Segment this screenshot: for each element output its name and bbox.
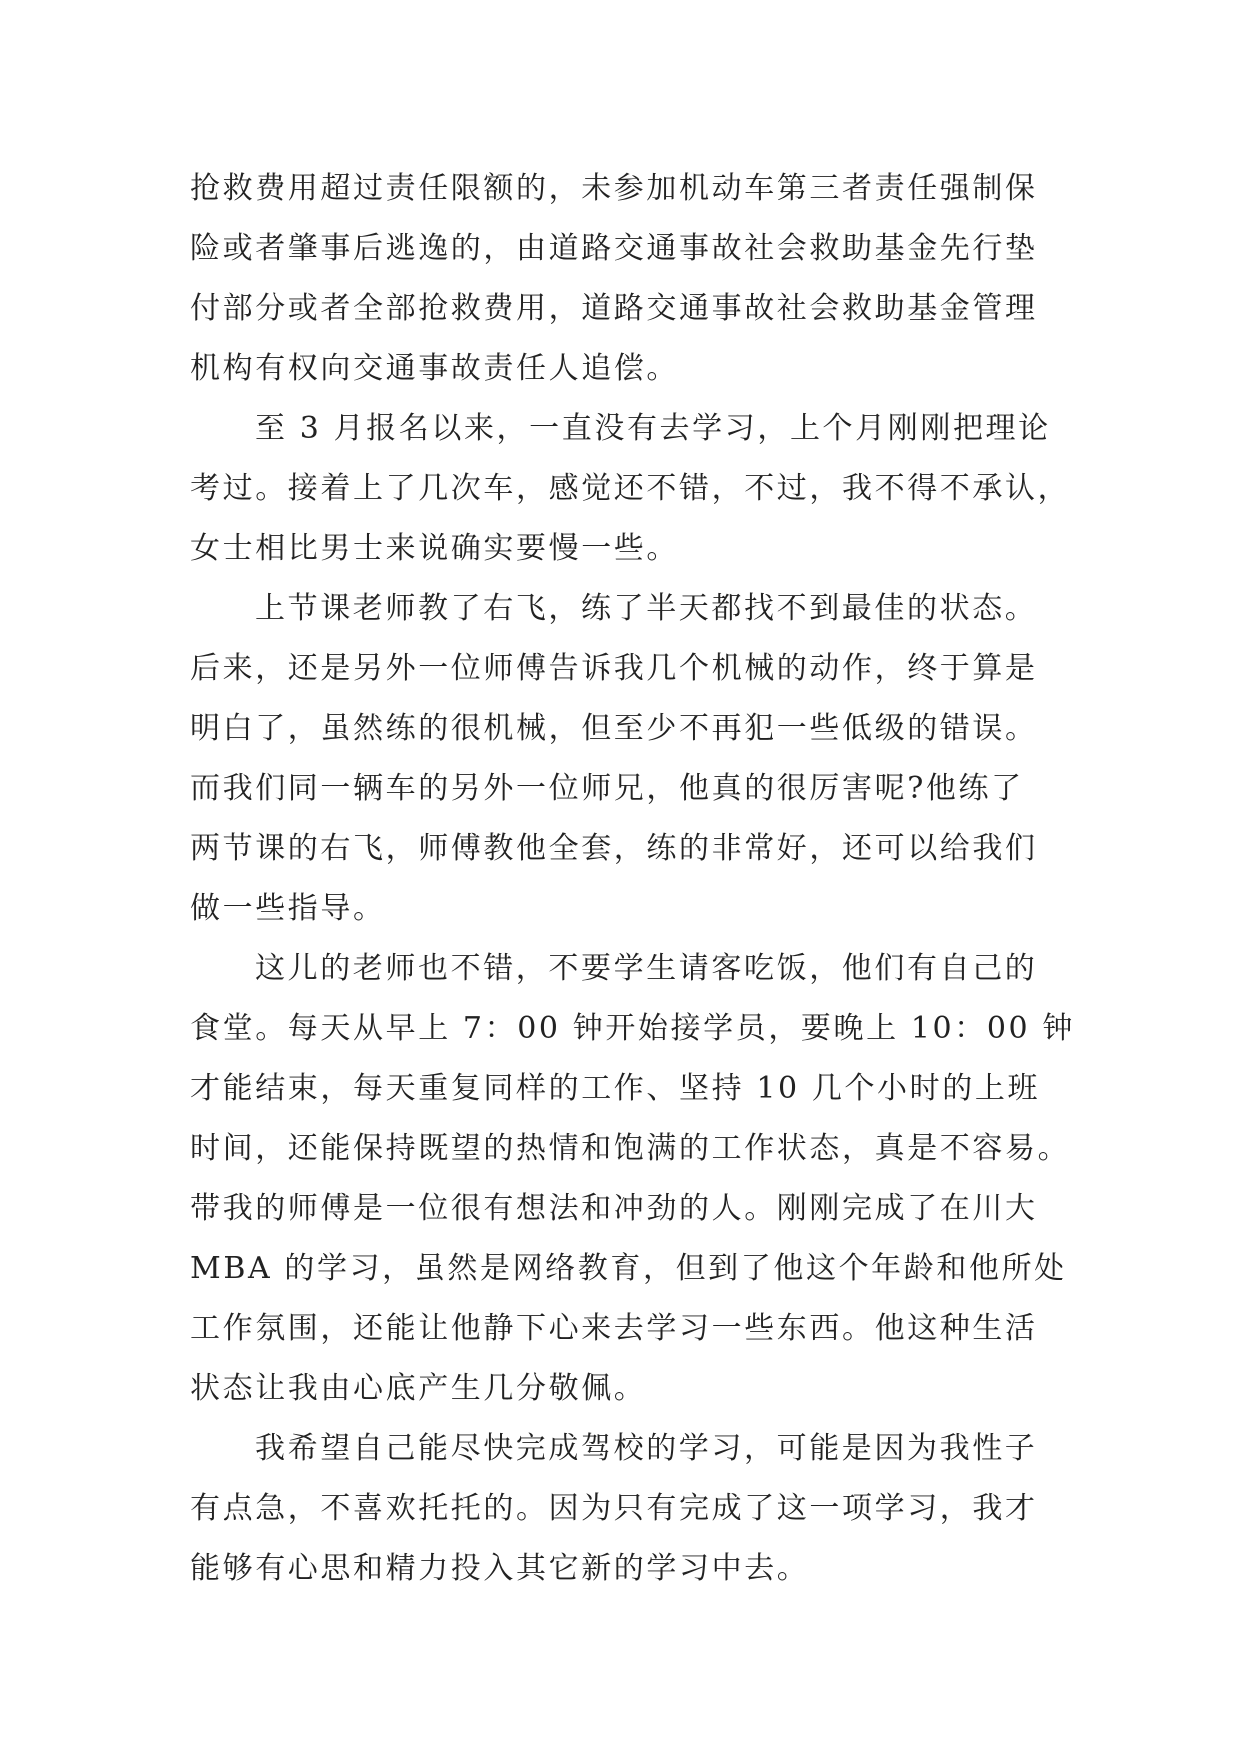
text-line: 状态让我由心底产生几分敬佩。: [190, 1371, 647, 1406]
text-line: 明白了，虽然练的很机械，但至少不再犯一些低级的错误。: [190, 711, 1038, 746]
text-line: 考过。接着上了几次车，感觉还不错，不过，我不得不承认，: [190, 471, 1071, 506]
text-line: 有点急，不喜欢托托的。因为只有完成了这一项学习，我才: [190, 1491, 1038, 1526]
text-line: 至 3 月报名以来，一直没有去学习，上个月刚刚把理论: [255, 411, 1051, 446]
text-line: 工作氛围，还能让他静下心来去学习一些东西。他这种生活: [190, 1311, 1038, 1346]
text-line: 食堂。每天从早上 7：00 钟开始接学员，要晚上 10：00 钟: [190, 1011, 1075, 1046]
text-line: 我希望自己能尽快完成驾校的学习，可能是因为我性子: [255, 1431, 1038, 1466]
document-body: [190, 159, 1075, 1599]
text-line: 抢救费用超过责任限额的，未参加机动车第三者责任强制保: [190, 171, 1038, 206]
text-line: 这儿的老师也不错，不要学生请客吃饭，他们有自己的: [255, 951, 1038, 986]
paragraph-5: [190, 1419, 1070, 1599]
text-line: 机构有权向交通事故责任人追偿。: [190, 351, 679, 386]
text-line: 两节课的右飞，师傅教他全套，练的非常好，还可以给我们: [190, 831, 1038, 866]
text-line: 上节课老师教了右飞，练了半天都找不到最佳的状态。: [255, 591, 1038, 626]
text-line: 险或者肇事后逃逸的，由道路交通事故社会救助基金先行垫: [190, 231, 1038, 266]
text-line: 付部分或者全部抢救费用，道路交通事故社会救助基金管理: [190, 291, 1038, 326]
text-line: 做一些指导。: [190, 891, 386, 926]
text-line: MBA 的学习，虽然是网络教育，但到了他这个年龄和他所处: [190, 1251, 1067, 1286]
paragraph-4: [190, 939, 1075, 1419]
text-line: 带我的师傅是一位很有想法和冲劲的人。刚刚完成了在川大: [190, 1191, 1038, 1226]
paragraph-3: [190, 579, 1070, 939]
text-line: 才能结束，每天重复同样的工作、坚持 10 几个小时的上班: [190, 1071, 1041, 1106]
paragraph-2: [190, 399, 1070, 579]
text-line: 时间，还能保持既望的热情和饱满的工作状态，真是不容易。: [190, 1131, 1071, 1166]
text-line: 能够有心思和精力投入其它新的学习中去。: [190, 1551, 810, 1586]
text-line: 而我们同一辆车的另外一位师兄，他真的很厉害呢?他练了: [190, 771, 1024, 806]
text-line: 女士相比男士来说确实要慢一些。: [190, 531, 679, 566]
text-line: 后来，还是另外一位师傅告诉我几个机械的动作，终于算是: [190, 651, 1038, 686]
paragraph-1: [190, 159, 1070, 399]
